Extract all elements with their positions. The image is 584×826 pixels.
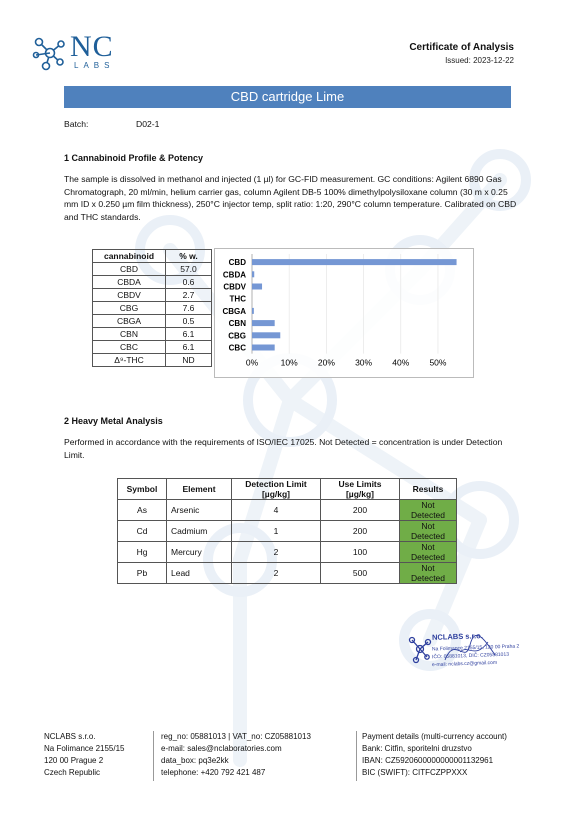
stamp-address: Na Folimance 2155/15, 120 00 Praha 2 — [431, 643, 520, 653]
chart-bar — [252, 284, 262, 290]
table-row — [93, 341, 212, 354]
signature-icon — [440, 630, 500, 670]
footer-line: Bank: Citfin, sporitelni druzstvo — [362, 744, 472, 753]
section-cannabinoid-title: 1 Cannabinoid Profile & Potency — [64, 153, 204, 163]
column-header-line: Use Limits — [338, 479, 382, 489]
document-title-banner: CBD cartridge Lime — [64, 86, 511, 108]
chart-category-label: CBDV — [223, 282, 246, 292]
chart-bar — [252, 271, 254, 277]
cannabinoid-name: CBN — [93, 328, 166, 341]
chart-x-tick-label: 20% — [317, 357, 335, 368]
stamp-ids: IČO: 05881013, DIČ: CZ05881013 — [431, 651, 510, 661]
detection-limit: 2 — [232, 542, 321, 563]
chart-bar — [252, 320, 275, 326]
footer-payment-details — [362, 731, 507, 779]
detection-limit: 4 — [232, 500, 321, 521]
cannabinoid-name: Δ⁹-THC — [93, 354, 166, 367]
cannabinoid-name: CBG — [93, 302, 166, 315]
cannabinoid-value: 7.6 — [166, 302, 212, 315]
chart-x-tick-label: 40% — [392, 357, 410, 368]
footer-line: e-mail: sales@nclaboratories.com — [161, 744, 282, 753]
stamp-logo-icon — [405, 630, 435, 668]
table-row — [93, 276, 212, 289]
result-badge: Not Detected — [400, 500, 457, 521]
column-header-unit: [µg/kg] — [261, 489, 291, 499]
certificate-title: Certificate of Analysis — [409, 42, 514, 53]
chart-category-label: CBC — [228, 343, 246, 353]
metal-element: Cadmium — [167, 521, 232, 542]
result-badge: Not Detected — [400, 521, 457, 542]
metal-symbol: As — [118, 500, 167, 521]
chart-x-tick-label: 10% — [280, 357, 298, 368]
table-row — [93, 354, 212, 367]
stamp-company: NCLABS s.r.o. — [431, 631, 483, 642]
metal-symbol: Cd — [118, 521, 167, 542]
footer-line: telephone: +420 792 421 487 — [161, 768, 266, 777]
potency-bar-chart — [214, 248, 474, 378]
chart-category-label: CBG — [228, 331, 246, 341]
result-badge: Not Detected — [400, 563, 457, 584]
metal-symbol: Pb — [118, 563, 167, 584]
cannabinoid-name: CBGA — [93, 315, 166, 328]
cannabinoid-value: 57.0 — [166, 263, 212, 276]
column-header-line: Detection Limit — [245, 479, 307, 489]
footer-divider — [153, 731, 154, 781]
use-limit: 200 — [321, 521, 400, 542]
cannabinoid-name: CBD — [93, 263, 166, 276]
column-header: Symbol — [118, 479, 167, 500]
column-header: Element — [167, 479, 232, 500]
detection-limit: 1 — [232, 521, 321, 542]
metal-element: Mercury — [167, 542, 232, 563]
footer-line: IBAN: CZ5920600000000001132961 — [362, 756, 494, 765]
chart-bar — [252, 308, 254, 314]
table-row — [118, 521, 457, 542]
stamp-email: e-mail: nclabs.cz@gmail.com — [431, 659, 498, 669]
table-row — [93, 315, 212, 328]
chart-category-label: CBD — [228, 258, 246, 268]
column-header — [232, 479, 321, 500]
chart-bar — [252, 332, 280, 338]
column-header — [321, 479, 400, 500]
table-row — [118, 542, 457, 563]
chart-bar — [252, 345, 275, 351]
footer-line: data_box: pq3e2kk — [161, 756, 229, 765]
footer-company-contact — [161, 731, 311, 779]
table-row — [93, 302, 212, 315]
chart-x-tick-label: 0% — [245, 357, 259, 368]
cannabinoid-value: ND — [166, 354, 212, 367]
cannabinoid-value: 0.6 — [166, 276, 212, 289]
cannabinoid-value: 2.7 — [166, 289, 212, 302]
cannabinoid-name: CBDV — [93, 289, 166, 302]
chart-x-tick-label: 30% — [355, 357, 373, 368]
cannabinoid-value: 0.5 — [166, 315, 212, 328]
chart-category-label: CBDA — [222, 270, 246, 280]
batch-value: D02-1 — [136, 119, 160, 129]
batch-label: Batch: — [64, 119, 89, 129]
chart-category-label: THC — [229, 294, 246, 304]
footer-line: NCLABS s.r.o. — [44, 732, 96, 741]
table-row — [118, 563, 457, 584]
footer-line: BIC (SWIFT): CITFCZPPXXX — [362, 768, 468, 777]
table-header-row — [118, 479, 457, 500]
logo-subtext: LABS — [74, 61, 115, 70]
footer-line: Payment details (multi-currency account) — [362, 732, 507, 741]
result-badge: Not Detected — [400, 542, 457, 563]
column-header: Results — [400, 479, 457, 500]
logo-text: NC — [70, 30, 114, 63]
use-limit: 100 — [321, 542, 400, 563]
table-row — [93, 328, 212, 341]
issued-date: Issued: 2023-12-22 — [445, 56, 514, 65]
chart-category-label: CBGA — [222, 306, 246, 316]
chart-bar — [252, 259, 457, 265]
footer-company-address — [44, 731, 125, 779]
table-row — [93, 263, 212, 276]
metal-element: Arsenic — [167, 500, 232, 521]
footer-line: reg_no: 05881013 | VAT_no: CZ05881013 — [161, 732, 311, 741]
section-heavy-metal-title: 2 Heavy Metal Analysis — [64, 416, 163, 426]
table-header-row — [93, 250, 212, 263]
cannabinoid-value: 6.1 — [166, 341, 212, 354]
potency-table — [92, 249, 212, 367]
nclabs-logo-icon — [30, 28, 70, 78]
cannabinoid-name: CBC — [93, 341, 166, 354]
column-header: cannabinoid — [93, 250, 166, 263]
use-limit: 500 — [321, 563, 400, 584]
cannabinoid-value: 6.1 — [166, 328, 212, 341]
footer-divider — [356, 731, 357, 781]
column-header-unit: [µg/kg] — [345, 489, 375, 499]
use-limit: 200 — [321, 500, 400, 521]
heavy-metal-table — [117, 478, 457, 584]
footer-line: Czech Republic — [44, 768, 101, 777]
chart-category-label: CBN — [228, 319, 246, 329]
metal-element: Lead — [167, 563, 232, 584]
column-header: % w. — [166, 250, 212, 263]
chart-x-tick-label: 50% — [429, 357, 447, 368]
footer-line: Na Folimance 2155/15 — [44, 744, 125, 753]
detection-limit: 2 — [232, 563, 321, 584]
section-cannabinoid-text: The sample is dissolved in methanol and injected (1 µl) for GC-FID measurement. GC conditions: Agilent 6890 Gas Chromatograph, 20 ml/min, helium carrier gas, column Agilent DB-5 100% dimethylpolysiloxane column (30 m x 0.25 mm ID x 0.250 µm film thickness), 250°C injector temp, split ratio: 1:20, 290°C column temperature. Calibrated on CBD and THC standards. — [64, 174, 517, 222]
section-heavy-metal-text: Performed in accordance with the requirements of ISO/IEC 17025. Not Detected = concentration is under Detection Limit. — [64, 437, 503, 460]
cannabinoid-name: CBDA — [93, 276, 166, 289]
footer-line: 120 00 Prague 2 — [44, 756, 104, 765]
metal-symbol: Hg — [118, 542, 167, 563]
table-row — [93, 289, 212, 302]
table-row — [118, 500, 457, 521]
